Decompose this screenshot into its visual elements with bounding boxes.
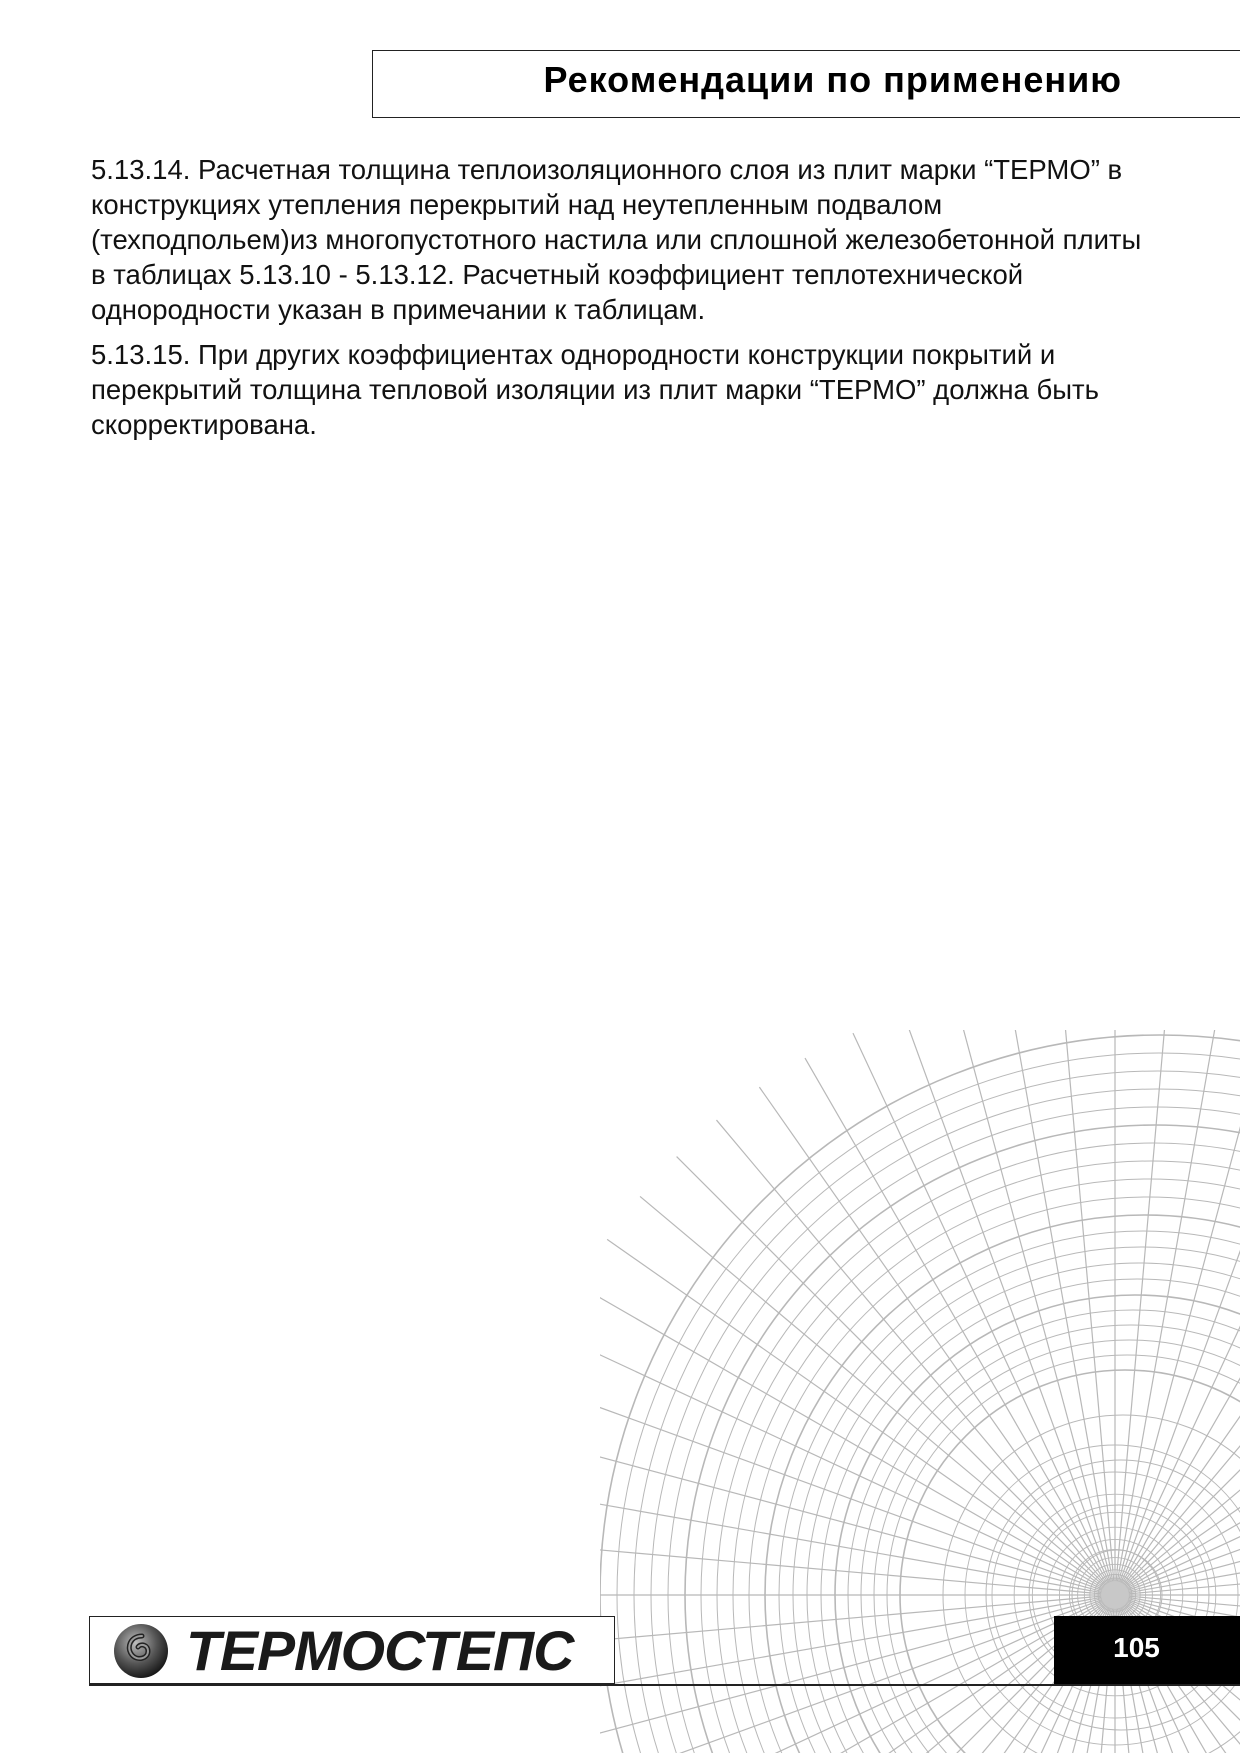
logo-wordmark: ТЕРМОСТЕПС: [186, 1619, 574, 1682]
footer-divider: [89, 1684, 1240, 1686]
paragraph-5-13-15: 5.13.15. При других коэффициентах однородности конструкции покрытий и перекрытий толщина тепловой изоляции из плит марки “ТЕРМО” должна быть скорректирована.: [91, 339, 1099, 440]
page-number: 105: [1113, 1632, 1160, 1663]
page-title: Рекомендации по применению: [543, 59, 1122, 100]
termosteps-emblem-icon: [112, 1622, 170, 1680]
paragraph-5-13-14: 5.13.14. Расчетная толщина теплоизоляционного слоя из плит марки “ТЕРМО” в конструкциях утепления перекрытий над неутепленным подвалом (техподпольем)из многопустотного настила или сплошной железобетонной плиты в таблицах 5.13.10 - 5.13.12. Расчетный коэффициент теплотехнической однородности указан в примечании к таблицам.: [91, 154, 1142, 325]
document-body: [91, 152, 1151, 452]
page-number-box: [1054, 1616, 1240, 1684]
page-header: [372, 50, 1240, 118]
brand-logo: [89, 1616, 615, 1684]
